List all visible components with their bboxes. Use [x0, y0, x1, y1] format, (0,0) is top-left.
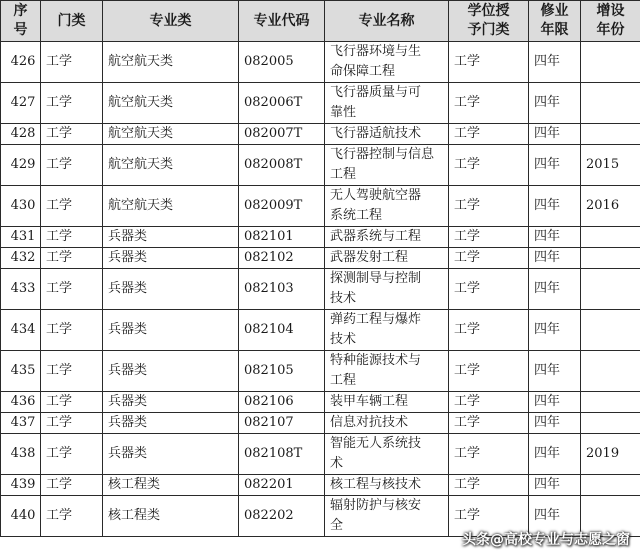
cell-seq: 429	[1, 145, 41, 186]
cell-years: 四年	[529, 392, 581, 413]
table-row	[1, 248, 640, 269]
cell-seq: 436	[1, 392, 41, 413]
cell-category: 工学	[41, 42, 103, 83]
cell-major-name: 飞行器质量与可 靠性	[325, 83, 449, 124]
header-class: 专业类	[103, 1, 239, 42]
cell-category: 工学	[41, 227, 103, 248]
cell-degree: 工学	[449, 186, 529, 227]
cell-code: 082103	[239, 269, 325, 310]
cell-added-year	[581, 83, 640, 124]
cell-code: 082201	[239, 475, 325, 496]
cell-code: 082101	[239, 227, 325, 248]
header-added: 增设 年份	[581, 1, 640, 42]
header-degree: 学位授 予门类	[449, 1, 529, 42]
cell-category: 工学	[41, 310, 103, 351]
cell-major-name: 核工程与核技术	[325, 475, 449, 496]
cell-degree: 工学	[449, 351, 529, 392]
cell-code: 082108T	[239, 434, 325, 475]
cell-major-name: 飞行器适航技术	[325, 124, 449, 145]
cell-added-year	[581, 42, 640, 83]
cell-seq: 439	[1, 475, 41, 496]
cell-class: 兵器类	[103, 310, 239, 351]
cell-class: 航空航天类	[103, 124, 239, 145]
cell-seq: 434	[1, 310, 41, 351]
table-row	[1, 351, 640, 392]
cell-degree: 工学	[449, 392, 529, 413]
table-row	[1, 413, 640, 434]
table-row	[1, 227, 640, 248]
cell-code: 082006T	[239, 83, 325, 124]
cell-seq: 431	[1, 227, 41, 248]
cell-seq: 437	[1, 413, 41, 434]
cell-major-name: 辐射防护与核安 全	[325, 496, 449, 537]
cell-degree: 工学	[449, 42, 529, 83]
cell-years: 四年	[529, 351, 581, 392]
cell-seq: 427	[1, 83, 41, 124]
cell-added-year	[581, 310, 640, 351]
cell-added-year	[581, 392, 640, 413]
cell-class: 兵器类	[103, 351, 239, 392]
cell-degree: 工学	[449, 83, 529, 124]
cell-years: 四年	[529, 434, 581, 475]
header-category: 门类	[41, 1, 103, 42]
cell-category: 工学	[41, 248, 103, 269]
cell-degree: 工学	[449, 145, 529, 186]
cell-degree: 工学	[449, 496, 529, 537]
cell-added-year	[581, 248, 640, 269]
cell-code: 082202	[239, 496, 325, 537]
cell-class: 航空航天类	[103, 186, 239, 227]
cell-class: 核工程类	[103, 475, 239, 496]
cell-class: 航空航天类	[103, 42, 239, 83]
cell-added-year: 2016	[581, 186, 640, 227]
cell-category: 工学	[41, 496, 103, 537]
cell-years: 四年	[529, 42, 581, 83]
cell-class: 兵器类	[103, 269, 239, 310]
cell-degree: 工学	[449, 434, 529, 475]
cell-years: 四年	[529, 186, 581, 227]
cell-years: 四年	[529, 269, 581, 310]
cell-added-year: 2015	[581, 145, 640, 186]
cell-added-year	[581, 269, 640, 310]
cell-code: 082007T	[239, 124, 325, 145]
header-years: 修业 年限	[529, 1, 581, 42]
cell-years: 四年	[529, 496, 581, 537]
cell-category: 工学	[41, 83, 103, 124]
cell-degree: 工学	[449, 310, 529, 351]
cell-code: 082107	[239, 413, 325, 434]
cell-major-name: 探测制导与控制 技术	[325, 269, 449, 310]
cell-category: 工学	[41, 413, 103, 434]
table-row	[1, 124, 640, 145]
cell-code: 082102	[239, 248, 325, 269]
cell-years: 四年	[529, 83, 581, 124]
cell-major-name: 武器系统与工程	[325, 227, 449, 248]
cell-category: 工学	[41, 434, 103, 475]
table-row	[1, 475, 640, 496]
cell-years: 四年	[529, 310, 581, 351]
cell-major-name: 武器发射工程	[325, 248, 449, 269]
cell-category: 工学	[41, 351, 103, 392]
cell-category: 工学	[41, 124, 103, 145]
cell-code: 082104	[239, 310, 325, 351]
cell-degree: 工学	[449, 413, 529, 434]
cell-degree: 工学	[449, 227, 529, 248]
cell-degree: 工学	[449, 248, 529, 269]
cell-added-year	[581, 351, 640, 392]
cell-degree: 工学	[449, 124, 529, 145]
cell-degree: 工学	[449, 475, 529, 496]
cell-major-name: 弹药工程与爆炸 技术	[325, 310, 449, 351]
table-body	[1, 42, 640, 537]
header-name: 专业名称	[325, 1, 449, 42]
cell-seq: 435	[1, 351, 41, 392]
cell-added-year	[581, 413, 640, 434]
cell-seq: 426	[1, 42, 41, 83]
cell-major-name: 信息对抗技术	[325, 413, 449, 434]
table-row	[1, 42, 640, 83]
table-row	[1, 269, 640, 310]
cell-class: 航空航天类	[103, 145, 239, 186]
cell-code: 082009T	[239, 186, 325, 227]
header-row	[1, 1, 640, 42]
cell-class: 兵器类	[103, 227, 239, 248]
table-row	[1, 145, 640, 186]
cell-class: 兵器类	[103, 434, 239, 475]
cell-class: 核工程类	[103, 496, 239, 537]
cell-major-name: 装甲车辆工程	[325, 392, 449, 413]
cell-seq: 432	[1, 248, 41, 269]
cell-seq: 440	[1, 496, 41, 537]
cell-major-name: 智能无人系统技 术	[325, 434, 449, 475]
table-row	[1, 434, 640, 475]
cell-category: 工学	[41, 269, 103, 310]
table-row	[1, 310, 640, 351]
cell-seq: 438	[1, 434, 41, 475]
cell-code: 082008T	[239, 145, 325, 186]
cell-years: 四年	[529, 145, 581, 186]
cell-category: 工学	[41, 186, 103, 227]
cell-class: 兵器类	[103, 413, 239, 434]
cell-years: 四年	[529, 475, 581, 496]
cell-class: 兵器类	[103, 392, 239, 413]
cell-added-year	[581, 124, 640, 145]
header-code: 专业代码	[239, 1, 325, 42]
cell-code: 082105	[239, 351, 325, 392]
cell-degree: 工学	[449, 269, 529, 310]
cell-seq: 428	[1, 124, 41, 145]
cell-category: 工学	[41, 145, 103, 186]
cell-years: 四年	[529, 248, 581, 269]
cell-years: 四年	[529, 227, 581, 248]
watermark-text: 头条@高校专业与志愿之窗	[462, 532, 630, 548]
cell-years: 四年	[529, 124, 581, 145]
cell-code: 082005	[239, 42, 325, 83]
cell-major-name: 飞行器环境与生 命保障工程	[325, 42, 449, 83]
table-row	[1, 186, 640, 227]
cell-code: 082106	[239, 392, 325, 413]
cell-major-name: 飞行器控制与信息 工程	[325, 145, 449, 186]
cell-added-year: 2019	[581, 434, 640, 475]
cell-major-name: 无人驾驶航空器 系统工程	[325, 186, 449, 227]
cell-class: 兵器类	[103, 248, 239, 269]
cell-seq: 433	[1, 269, 41, 310]
cell-major-name: 特种能源技术与 工程	[325, 351, 449, 392]
cell-added-year	[581, 227, 640, 248]
cell-seq: 430	[1, 186, 41, 227]
cell-category: 工学	[41, 392, 103, 413]
cell-category: 工学	[41, 475, 103, 496]
cell-added-year	[581, 475, 640, 496]
header-seq: 序 号	[1, 1, 41, 42]
table-row	[1, 392, 640, 413]
cell-years: 四年	[529, 413, 581, 434]
cell-class: 航空航天类	[103, 83, 239, 124]
table-row	[1, 83, 640, 124]
